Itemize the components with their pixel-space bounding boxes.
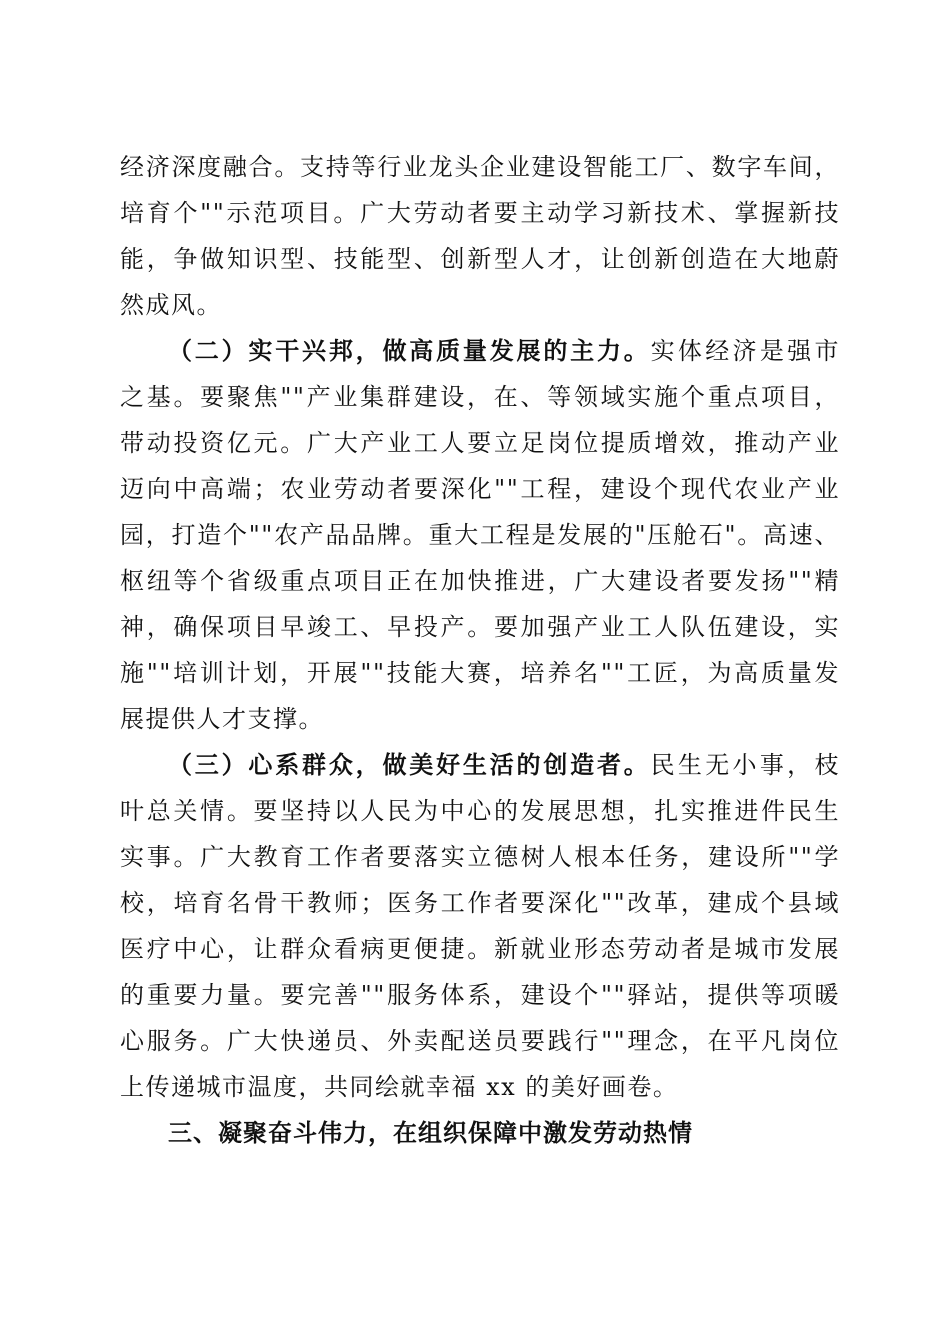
paragraph-3-line-1 bbox=[168, 750, 840, 780]
paragraph-2-line-1 bbox=[168, 336, 840, 366]
section-3-heading: 三、凝聚奋斗伟力，在组织保障中激发劳动热情 bbox=[168, 1119, 693, 1147]
paragraph-3-line-5: 医疗中心，让群众看病更便捷。新就业形态劳动者是城市发展 bbox=[120, 935, 840, 963]
paragraph-3-line-8: 上传递城市温度，共同绘就幸福 xx 的美好画卷。 bbox=[120, 1073, 679, 1101]
paragraph-1-line-1: 经济深度融合。支持等行业龙头企业建设智能工厂、数字车间， bbox=[120, 153, 840, 181]
paragraph-2-line-4: 迈向中高端；农业劳动者要深化""工程，建设个现代农业产业 bbox=[120, 475, 840, 503]
paragraph-2-line-5: 园，打造个""农产品品牌。重大工程是发展的"压舱石"。高速、 bbox=[120, 521, 840, 549]
paragraph-3-line-4: 校，培育名骨干教师；医务工作者要深化""改革，建成个县域 bbox=[120, 889, 840, 917]
paragraph-2-line-9: 展提供人才支撑。 bbox=[120, 705, 324, 733]
paragraph-3-line-7: 心服务。广大快递员、外卖配送员要践行""理念，在平凡岗位 bbox=[120, 1027, 840, 1055]
paragraph-3-line-1-rest: 民生无小事，枝 bbox=[650, 751, 840, 779]
paragraph-3-line-6: 的重要力量。要完善""服务体系，建设个""驿站，提供等项暖 bbox=[120, 981, 840, 1009]
paragraph-2-line-2: 之基。要聚焦""产业集群建设，在、等领域实施个重点项目， bbox=[120, 383, 840, 411]
paragraph-3-line-3: 实事。广大教育工作者要落实立德树人根本任务，建设所""学 bbox=[120, 843, 840, 871]
paragraph-3-lead-heading: （三）心系群众，做美好生活的创造者。 bbox=[168, 751, 651, 779]
paragraph-2-lead-heading: （二）实干兴邦，做高质量发展的主力。 bbox=[168, 337, 651, 365]
paragraph-2-line-7: 神，确保项目早竣工、早投产。要加强产业工人队伍建设，实 bbox=[120, 613, 840, 641]
paragraph-2-line-1-rest: 实体经济是强市 bbox=[650, 337, 840, 365]
paragraph-1-line-3: 能，争做知识型、技能型、创新型人才，让创新创造在大地蔚 bbox=[120, 245, 840, 273]
paragraph-3-line-2: 叶总关情。要坚持以人民为中心的发展思想，扎实推进件民生 bbox=[120, 797, 840, 825]
paragraph-1-line-2: 培育个""示范项目。广大劳动者要主动学习新技术、掌握新技 bbox=[120, 199, 840, 227]
paragraph-2-line-3: 带动投资亿元。广大产业工人要立足岗位提质增效，推动产业 bbox=[120, 429, 840, 457]
paragraph-1-line-4: 然成风。 bbox=[120, 291, 222, 319]
paragraph-2-line-8: 施""培训计划，开展""技能大赛，培养名""工匠，为高质量发 bbox=[120, 659, 840, 687]
paragraph-2-line-6: 枢纽等个省级重点项目正在加快推进，广大建设者要发扬""精 bbox=[120, 567, 840, 595]
